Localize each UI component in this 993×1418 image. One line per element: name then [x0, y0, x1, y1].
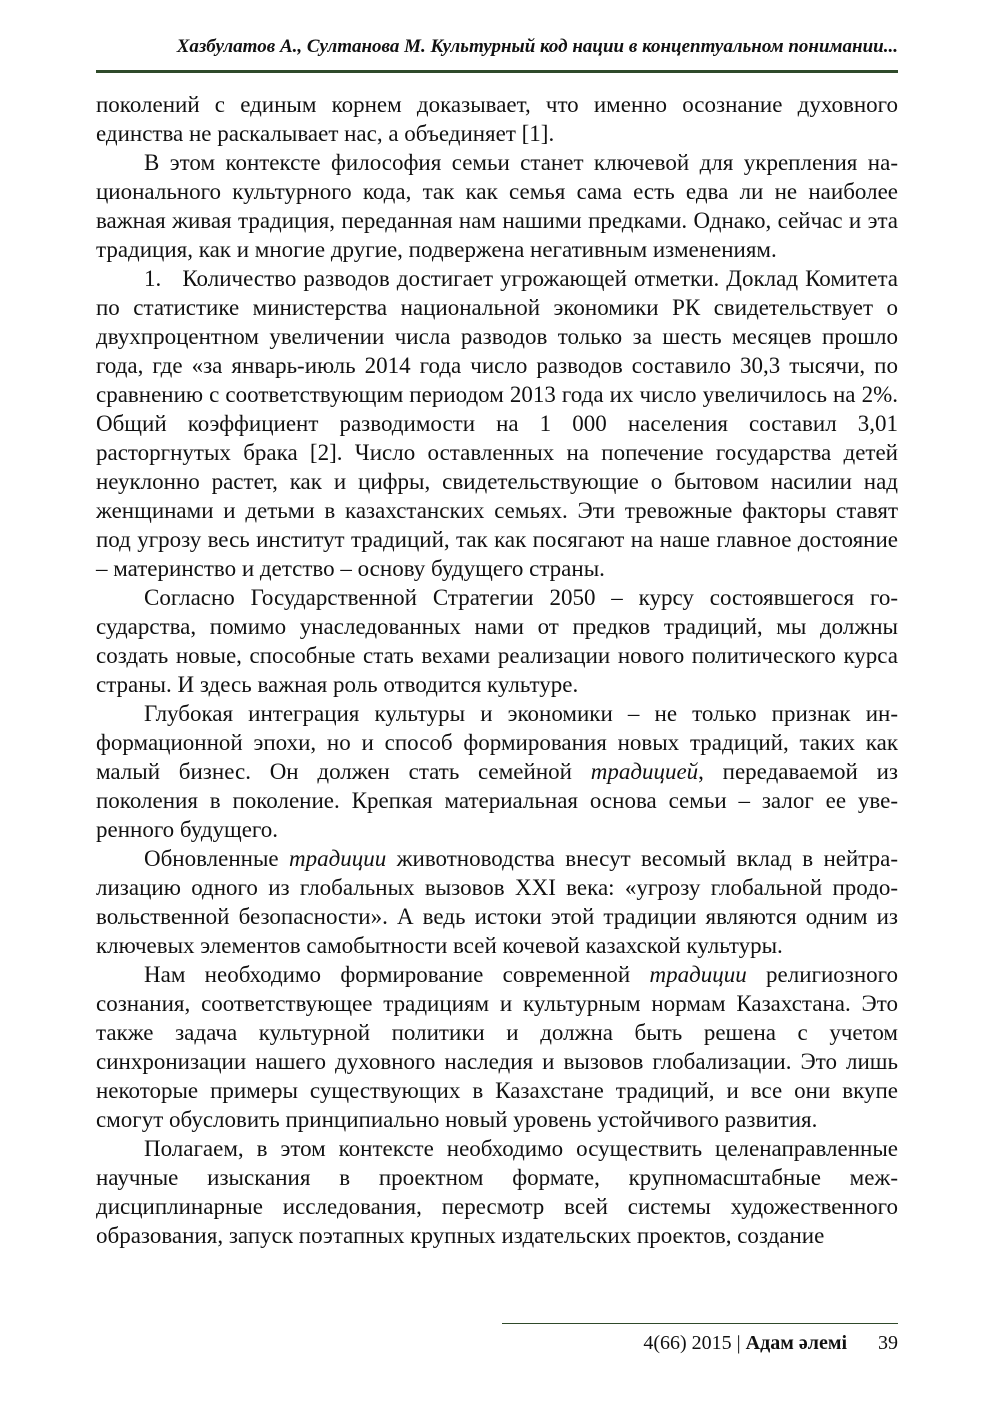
running-title: Хазбулатов А., Султанова М. Культурный код нации в концептуальном понимании... — [176, 36, 898, 57]
paragraph: В этом контексте философия семьи станет ключевой для укрепления национального культурного кода, так как семья сама есть едва ли не наиболее важная живая традиция, переданная нам нашими предками. Однако, сейчас и эта традиция, как и многие другие, подвержена негативным изменениям. — [96, 150, 898, 262]
paragraph: Согласно Государственной Стратегии 2050 – курсу состоявшегося государства, помимо унаследованных нами от предков традиций, мы должны создать новые, способные стать вехами реализации нового политического курса страны. И здесь важная роль отводится культуре. — [96, 585, 898, 697]
list-item-text: Количество разводов достигает угрожающей отметки. Доклад Комитета по статистике министерства национальной экономики РК свидетельствует о двухпроцентном увеличении числа разводов только за шесть месяцев прошло года, где «за январь-июль 2014 года число разводов составило 30,3 тысячи, по сравнению с соответствующим периодом 2013 года их число увеличилось на 2%. Общий коэффициент разводимости на 1 000 населения составил 3,01 расторгнутых брака [2]. Число оставленных на попечение государства детей неуклонно растет, как и цифры, свидетельствующие о бытовом насилии над женщинами и детьми в казахстанских семьях. Эти тревожные факторы ставят под угрозу весь институт традиций, так как посягают на наше главное достояние – материнство и детство – основу будущего страны. — [96, 266, 898, 581]
page-number: 39 — [878, 1332, 898, 1354]
paragraph — [96, 699, 898, 844]
numbered-paragraph — [96, 264, 898, 583]
text-run: , передаваемой из поколения в поколение. Крепкая материальная основа семьи – залог ее уверенного будущего. — [96, 759, 898, 842]
list-marker: 1. — [144, 266, 162, 291]
text-run: Обновленные — [144, 846, 290, 871]
text-run: Глубокая интеграция культуры и экономики – не только признак информационной эпохи, но и способ формирования новых традиций, таких как малый бизнес. Он должен стать семейной — [96, 701, 898, 784]
text-run: религиозного сознания, соответствующее традициям и культурным нормам Казахстана. Это также задача культурной политики и должна быть решена с учетом синхронизации нашего духовного наследия и вызовов глобализации. Это лишь некоторые примеры существующих в Казахстане традиций, и все они вкупе смогут обусловить принципиально новый уровень устойчивого развития. — [96, 962, 899, 1132]
italic-term: традицией — [590, 759, 699, 784]
paragraph: Полагаем, в этом контексте необходимо осуществить целенаправленные научные изыскания в проектном формате, крупномасштабные междисциплинарные исследования, пересмотр всей системы художественного образования, запуск поэтапных крупных издательских проектов, создание — [96, 1136, 898, 1248]
journal-title: Адам әлемі — [745, 1332, 847, 1354]
italic-term: традиции — [289, 846, 387, 871]
paragraph — [96, 844, 898, 960]
italic-term: традиции — [649, 962, 747, 987]
article-body — [96, 90, 898, 1250]
header-rule — [96, 70, 898, 73]
paragraph — [96, 960, 898, 1134]
issue-number: 4(66) 2015 | — [643, 1332, 741, 1354]
page-footer — [643, 1332, 898, 1355]
paragraph: поколений с единым корнем доказывает, что именно осознание духовного единства не раскалывает нас, а объединяет [1]. — [96, 92, 898, 146]
footer-rule — [502, 1323, 898, 1324]
text-run: животноводства внесут весомый вклад в нейтрализацию одного из глобальных вызовов XXI века: «угрозу глобальной продовольственной безопасности». А ведь истоки этой традиции являются одним из ключевых элементов самобытности всей кочевой казахской культуры. — [96, 846, 898, 958]
text-run: Нам необходимо формирование современной — [144, 962, 650, 987]
